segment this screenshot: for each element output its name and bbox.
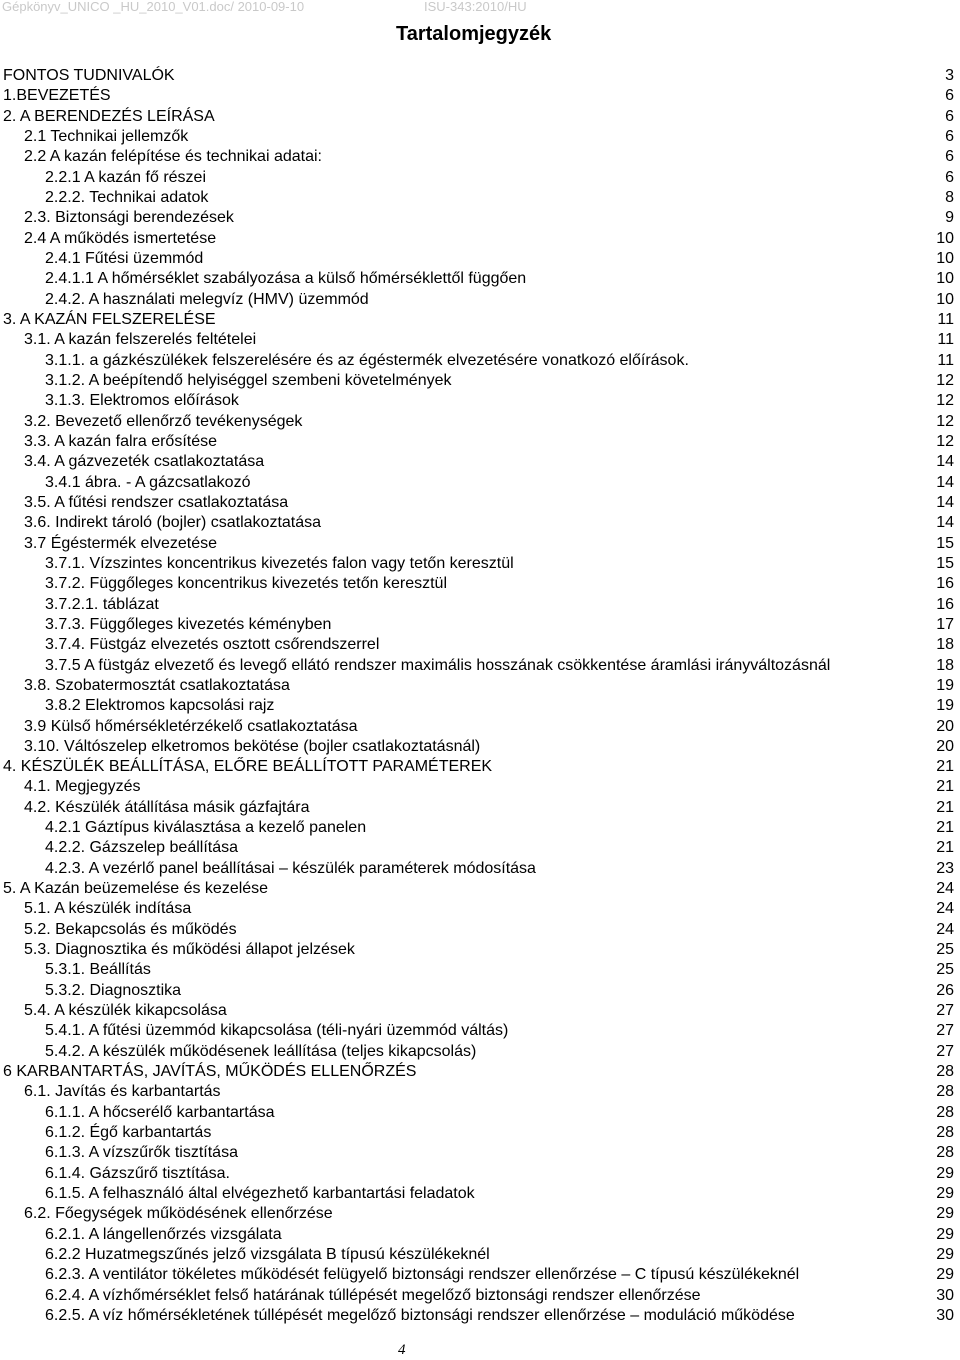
toc-entry-label: 2.4.2. A használati melegvíz (HMV) üzemmód — [45, 290, 369, 308]
toc-entry-label: 6.2.2 Huzatmegszűnés jelző vizsgálata B típusú készülékeknél — [45, 1246, 490, 1264]
toc-entry[interactable] — [0, 269, 960, 289]
toc-entry[interactable] — [0, 1225, 960, 1245]
toc-entry-page: 14 — [936, 493, 954, 511]
toc-entry[interactable] — [0, 656, 960, 676]
page-footer — [0, 1342, 960, 1360]
toc-entry-label: 5.3.2. Diagnosztika — [45, 981, 182, 999]
toc-entry-page: 25 — [936, 941, 954, 959]
toc-entry-page: 11 — [937, 351, 954, 369]
toc-entry[interactable] — [0, 229, 960, 249]
toc-entry-page: 9 — [945, 209, 954, 227]
toc-entry[interactable] — [0, 66, 960, 86]
toc-entry-page: 14 — [936, 514, 954, 532]
toc-entry-page: 20 — [936, 717, 954, 735]
toc-entry[interactable] — [0, 1042, 960, 1062]
toc-entry-page: 27 — [936, 1002, 954, 1020]
toc-entry-page: 27 — [936, 1022, 954, 1040]
toc-entry-label: 5.3.1. Beállítás — [45, 961, 151, 979]
toc-entry[interactable] — [0, 1164, 960, 1184]
toc-entry-label: 2.4.1.1 A hőmérséklet szabályozása a külső hőmérséklettől függően — [45, 270, 527, 288]
toc-entry-label: 3.9 Külső hőmérsékletérzékelő csatlakoztatása — [24, 717, 358, 735]
toc-entry-label: 6.2.4. A vízhőmérséklet felső határának túllépését megelőző biztonsági rendszer ellenőrzése — [45, 1286, 701, 1304]
toc-entry[interactable] — [0, 1103, 960, 1123]
toc-entry-page: 11 — [937, 310, 954, 328]
toc-entry-page: 16 — [936, 575, 954, 593]
toc-entry-label: 5.3. Diagnosztika és működési állapot jelzések — [24, 941, 355, 959]
toc-entry-label: 2. A BERENDEZÉS LEÍRÁSA — [3, 107, 215, 125]
toc-entry[interactable] — [0, 290, 960, 310]
toc-entry-label: 5. A Kazán beüzemelése és kezelése — [3, 880, 269, 898]
toc-entry[interactable] — [0, 920, 960, 940]
toc-entry-page: 3 — [945, 67, 954, 84]
document-header — [0, 0, 960, 16]
toc-entry-page: 6 — [945, 107, 954, 125]
toc-entry[interactable] — [0, 554, 960, 574]
toc-entry-label: 3.1.3. Elektromos előírások — [45, 392, 239, 410]
toc-entry-label: 3.7.1. Vízszintes koncentrikus kivezetés falon vagy tetőn keresztül — [45, 554, 514, 572]
toc-entry[interactable] — [0, 107, 960, 127]
toc-entry[interactable] — [0, 1001, 960, 1021]
toc-entry[interactable] — [0, 168, 960, 188]
toc-entry-label: 4.2.2. Gázszelep beállítása — [45, 839, 239, 857]
toc-entry[interactable] — [0, 777, 960, 797]
toc-entry-page: 29 — [936, 1246, 954, 1264]
toc-entry-label: 1.BEVEZETÉS — [3, 87, 111, 105]
toc-entry-label: 6.2.3. A ventilátor tökéletes működését felügyelő biztonsági rendszer ellenőrzése – C típusú készülékeknél — [45, 1266, 800, 1284]
toc-entry[interactable] — [0, 1143, 960, 1163]
toc-entry[interactable] — [0, 717, 960, 737]
toc-entry[interactable] — [0, 635, 960, 655]
toc-entry-label: 4. KÉSZÜLÉK BEÁLLÍTÁSA, ELŐRE BEÁLLÍTOTT PARAMÉTEREK — [3, 758, 493, 776]
toc-entry[interactable] — [0, 798, 960, 818]
toc-entry-page: 14 — [936, 473, 954, 491]
table-of-contents — [0, 66, 960, 1326]
toc-entry[interactable] — [0, 534, 960, 554]
toc-entry-page: 19 — [936, 697, 954, 715]
toc-entry-label: 3.1.1. a gázkészülékek felszerelésére és az égéstermék elvezetésére vonatkozó előírások. — [45, 351, 689, 369]
toc-entry-label: 6.1. Javítás és karbantartás — [24, 1083, 221, 1101]
toc-entry[interactable] — [0, 432, 960, 452]
header-filename: Gépkönyv_UNICO _HU_2010_V01.doc/ 2010-09-10 — [2, 0, 305, 14]
toc-entry-label: 2.4 A működés ismertetése — [24, 229, 217, 247]
toc-entry-page: 29 — [936, 1266, 954, 1284]
toc-entry[interactable] — [0, 1204, 960, 1224]
toc-entry-page: 10 — [936, 290, 954, 308]
toc-entry-label: 3.8. Szobatermosztát csatlakoztatása — [24, 676, 290, 694]
toc-entry-page: 10 — [936, 270, 954, 288]
toc-entry-page: 23 — [936, 859, 954, 877]
toc-entry-label: 3.5. A fűtési rendszer csatlakoztatása — [24, 493, 289, 511]
toc-entry-label: 6.1.5. A felhasználó által elvégezhető karbantartási feladatok — [45, 1185, 475, 1203]
toc-entry-page: 21 — [936, 839, 954, 857]
toc-entry-page: 6 — [945, 127, 954, 145]
toc-entry[interactable] — [0, 249, 960, 269]
toc-entry-label: 3.10. Váltószelep elketromos bekötése (bojler csatlakoztatásnál) — [24, 737, 481, 755]
toc-entry-page: 30 — [936, 1286, 954, 1304]
toc-entry-label: 5.4.1. A fűtési üzemmód kikapcsolása (téli-nyári üzemmód váltás) — [45, 1022, 509, 1040]
toc-entry-label: 3.8.2 Elektromos kapcsolási rajz — [45, 697, 275, 715]
toc-entry[interactable] — [0, 310, 960, 330]
toc-entry[interactable] — [0, 676, 960, 696]
toc-entry[interactable] — [0, 208, 960, 228]
toc-entry-page: 21 — [936, 758, 954, 776]
toc-entry[interactable] — [0, 960, 960, 980]
toc-entry-label: 3.2. Bevezető ellenőrző tevékenységek — [24, 412, 303, 430]
toc-entry-page: 24 — [936, 900, 954, 918]
toc-entry[interactable] — [0, 1184, 960, 1204]
toc-entry[interactable] — [0, 879, 960, 899]
toc-entry-label: 3.1. A kazán felszerelés feltételei — [24, 331, 257, 349]
toc-entry-label: 3.4.1 ábra. - A gázcsatlakozó — [45, 473, 251, 491]
page-title: Tartalomjegyzék — [396, 23, 552, 45]
toc-entry-page: 10 — [936, 229, 954, 247]
toc-entry-page: 21 — [936, 819, 954, 837]
toc-entry-label: 6.2.1. A lángellenőrzés vizsgálata — [45, 1225, 282, 1243]
toc-entry[interactable] — [0, 127, 960, 147]
toc-entry-label: 4.2. Készülék átállítása másik gázfajtára — [24, 798, 310, 816]
toc-entry-page: 12 — [936, 412, 954, 430]
toc-entry[interactable] — [0, 473, 960, 493]
toc-entry-page: 29 — [936, 1185, 954, 1203]
toc-entry-label: 6.1.2. Égő karbantartás — [45, 1124, 212, 1142]
toc-entry-label: 3.7.2. Függőleges koncentrikus kivezetés tetőn keresztül — [45, 575, 447, 593]
toc-entry-page: 19 — [936, 676, 954, 694]
toc-entry-page: 25 — [936, 961, 954, 979]
toc-entry-page: 12 — [936, 392, 954, 410]
toc-entry-page: 24 — [936, 920, 954, 938]
toc-entry[interactable] — [0, 595, 960, 615]
toc-entry[interactable] — [0, 86, 960, 106]
toc-entry-page: 20 — [936, 737, 954, 755]
toc-entry-page: 11 — [937, 331, 954, 349]
toc-entry-page: 30 — [936, 1307, 954, 1325]
toc-entry-label: 4.2.3. A vezérlő panel beállításai – készülék paraméterek módosítása — [45, 859, 536, 877]
toc-entry-label: 2.2 A kazán felépítése és technikai adatai: — [24, 148, 322, 166]
toc-entry-label: 3.3. A kazán falra erősítése — [24, 432, 218, 450]
toc-entry[interactable] — [0, 493, 960, 513]
toc-entry[interactable] — [0, 1123, 960, 1143]
toc-entry-label: 6.1.4. Gázszűrő tisztítása. — [45, 1164, 230, 1182]
toc-entry[interactable] — [0, 940, 960, 960]
toc-entry-page: 8 — [945, 188, 954, 206]
toc-entry[interactable] — [0, 513, 960, 533]
toc-entry-label: FONTOS TUDNIVALÓK — [3, 67, 175, 84]
toc-entry-label: 5.4. A készülék kikapcsolása — [24, 1002, 227, 1020]
toc-entry-label: 3.6. Indirekt tároló (bojler) csatlakoztatása — [24, 514, 322, 532]
toc-entry-page: 27 — [936, 1042, 954, 1060]
toc-entry-page: 10 — [936, 249, 954, 267]
toc-entry-page: 28 — [936, 1083, 954, 1101]
toc-entry-page: 29 — [936, 1205, 954, 1223]
toc-entry[interactable] — [0, 899, 960, 919]
toc-entry[interactable] — [0, 859, 960, 879]
toc-entry-label: 5.4.2. A készülék működésenek leállítása (teljes kikapcsolás) — [45, 1042, 477, 1060]
toc-entry-page: 14 — [936, 453, 954, 471]
toc-entry-label: 4.1. Megjegyzés — [24, 778, 141, 796]
toc-entry-page: 21 — [936, 798, 954, 816]
toc-entry[interactable] — [0, 615, 960, 635]
toc-entry[interactable] — [0, 371, 960, 391]
toc-entry[interactable] — [0, 574, 960, 594]
toc-entry-page: 29 — [936, 1164, 954, 1182]
toc-entry[interactable] — [0, 391, 960, 411]
toc-entry[interactable] — [0, 1245, 960, 1265]
toc-entry-page: 24 — [936, 880, 954, 898]
toc-entry-page: 29 — [936, 1225, 954, 1243]
toc-entry-label: 3.7.4. Füstgáz elvezetés osztott csőrendszerrel — [45, 636, 380, 654]
toc-entry[interactable] — [0, 412, 960, 432]
toc-entry-label: 2.4.1 Fűtési üzemmód — [45, 249, 204, 267]
toc-entry-page: 15 — [936, 554, 954, 572]
toc-entry-label: 2.3. Biztonsági berendezések — [24, 209, 234, 227]
toc-entry-label: 3.7.5 A füstgáz elvezető és levegő ellátó rendszer maximális hosszának csökkentése áramlási irányváltozásnál — [45, 656, 831, 674]
toc-entry-page: 28 — [936, 1063, 954, 1081]
toc-entry-page: 12 — [936, 371, 954, 389]
toc-entry-label: 3. A KAZÁN FELSZERELÉSE — [3, 310, 216, 328]
toc-entry-page: 21 — [936, 778, 954, 796]
toc-entry[interactable] — [0, 696, 960, 716]
toc-entry[interactable] — [0, 1082, 960, 1102]
toc-entry-page: 26 — [936, 981, 954, 999]
toc-entry-label: 6.2.5. A víz hőmérsékletének túllépését megelőző biztonsági rendszer ellenőrzése – moduláció működése — [45, 1307, 795, 1325]
toc-entry-page: 6 — [945, 168, 954, 186]
toc-entry-page: 28 — [936, 1124, 954, 1142]
toc-entry-label: 6.1.3. A vízszűrők tisztítása — [45, 1144, 238, 1162]
toc-entry-page: 17 — [936, 615, 954, 633]
toc-entry[interactable] — [0, 818, 960, 838]
toc-entry-label: 3.7.2.1. táblázat — [45, 595, 159, 613]
toc-entry-page: 28 — [936, 1144, 954, 1162]
toc-entry[interactable] — [0, 757, 960, 777]
toc-entry[interactable] — [0, 1062, 960, 1082]
toc-entry-label: 2.1 Technikai jellemzők — [24, 127, 189, 145]
toc-entry-page: 15 — [936, 534, 954, 552]
toc-entry[interactable] — [0, 1306, 960, 1326]
toc-entry-label: 6 KARBANTARTÁS, JAVÍTÁS, MŰKÖDÉS ELLENŐRZÉS — [3, 1063, 417, 1081]
toc-entry[interactable] — [0, 981, 960, 1001]
toc-entry-page: 12 — [936, 432, 954, 450]
toc-entry-page: 18 — [936, 656, 954, 674]
toc-entry-label: 4.2.1 Gáztípus kiválasztása a kezelő panelen — [45, 819, 367, 837]
toc-entry-page: 18 — [936, 636, 954, 654]
toc-entry-label: 5.2. Bekapcsolás és működés — [24, 920, 237, 938]
toc-entry-label: 3.7.3. Függőleges kivezetés kéményben — [45, 615, 332, 633]
toc-entry-label: 2.2.2. Technikai adatok — [45, 188, 209, 206]
toc-entry[interactable] — [0, 452, 960, 472]
toc-entry[interactable] — [0, 188, 960, 208]
toc-entry[interactable] — [0, 838, 960, 858]
toc-entry-label: 5.1. A készülék indítása — [24, 900, 192, 918]
toc-entry[interactable] — [0, 1265, 960, 1285]
toc-entry[interactable] — [0, 351, 960, 371]
toc-entry-label: 3.7 Égéstermék elvezetése — [24, 534, 217, 552]
toc-entry[interactable] — [0, 147, 960, 167]
toc-entry-label: 2.2.1 A kazán fő részei — [45, 168, 206, 186]
toc-entry[interactable] — [0, 330, 960, 350]
header-doc-code: ISU-343:2010/HU — [424, 0, 527, 14]
toc-entry-label: 3.4. A gázvezeték csatlakoztatása — [24, 453, 265, 471]
toc-entry-label: 6.2. Főegységek működésének ellenőrzése — [24, 1205, 333, 1223]
toc-entry[interactable] — [0, 1286, 960, 1306]
toc-entry-label: 6.1.1. A hőcserélő karbantartása — [45, 1103, 275, 1121]
toc-entry[interactable] — [0, 1021, 960, 1041]
toc-entry-page: 6 — [945, 87, 954, 105]
toc-entry-page: 28 — [936, 1103, 954, 1121]
toc-entry[interactable] — [0, 737, 960, 757]
page-number: 4 — [398, 1342, 406, 1358]
toc-entry-page: 6 — [945, 148, 954, 166]
toc-entry-page: 16 — [936, 595, 954, 613]
toc-entry-label: 3.1.2. A beépítendő helyiséggel szembeni követelmények — [45, 371, 452, 389]
